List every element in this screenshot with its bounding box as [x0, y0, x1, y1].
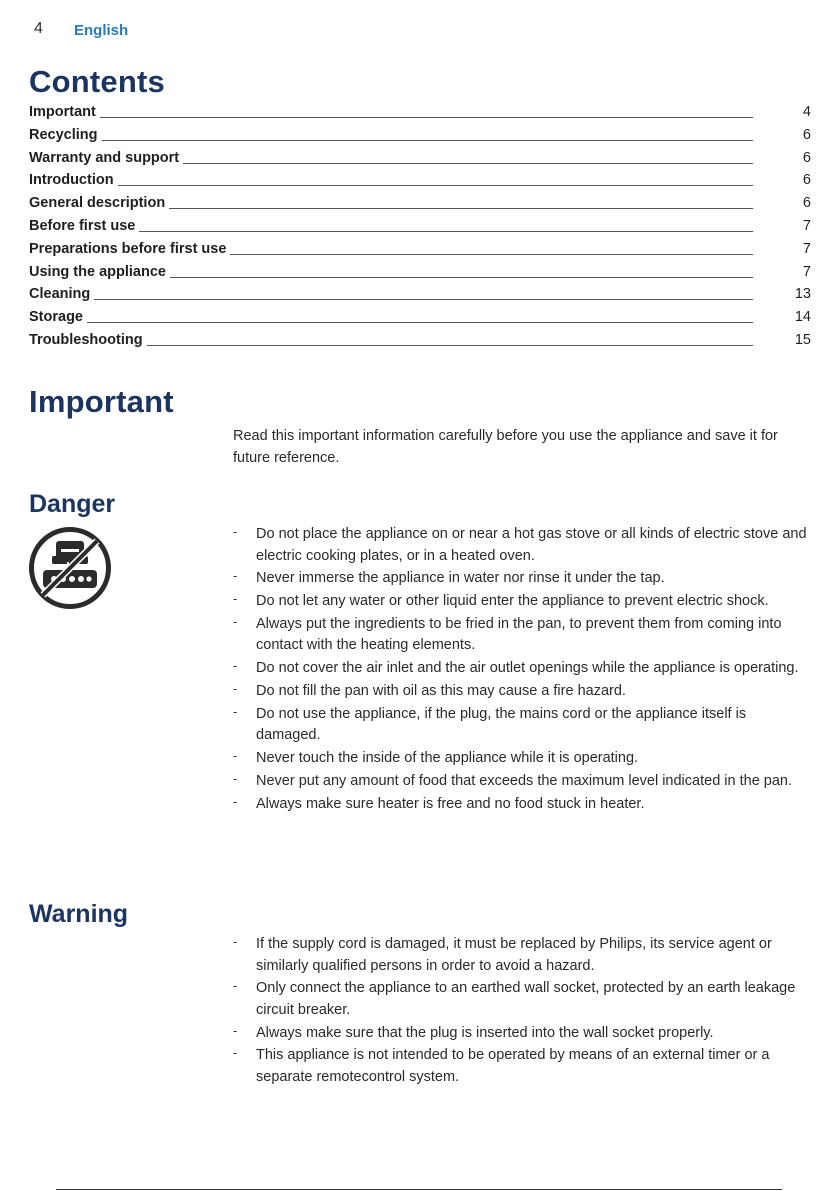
- toc-entry[interactable]: [29, 309, 811, 332]
- danger-item: [233, 658, 813, 680]
- toc-entry[interactable]: [29, 195, 811, 218]
- language-label: English: [74, 22, 129, 39]
- important-intro: Read this important information carefully before you use the appliance and save it for future reference.: [233, 428, 778, 466]
- toc-entry-title: Storage: [29, 309, 83, 326]
- toc-entry[interactable]: [29, 241, 811, 264]
- warning-item-text: Only connect the appliance to an earthed wall socket, protected by an earth leakage circuit breaker.: [256, 980, 796, 1018]
- danger-item: [233, 591, 813, 613]
- bullet-dash: -: [233, 1022, 238, 1038]
- danger-item: [233, 524, 813, 567]
- danger-item: [233, 704, 813, 747]
- page-number: 4: [34, 20, 43, 37]
- danger-list: [233, 524, 813, 816]
- no-heat-surface-icon: [28, 526, 112, 610]
- toc-entry-title: Using the appliance: [29, 263, 166, 280]
- warning-item-text: This appliance is not intended to be operated by means of an external timer or a separate remotecontrol system.: [256, 1047, 770, 1085]
- toc-entry[interactable]: [29, 264, 811, 287]
- danger-item-text: Do not cover the air inlet and the air outlet openings while the appliance is operating.: [256, 660, 799, 677]
- toc-entry-title: Important: [29, 104, 96, 120]
- danger-item-text: Do not let any water or other liquid enter the appliance to prevent electric shock.: [256, 593, 769, 610]
- danger-item: [233, 681, 813, 703]
- warning-item-text: Always make sure that the plug is inserted into the wall socket properly.: [256, 1024, 714, 1041]
- bullet-dash: -: [233, 568, 238, 584]
- warning-item: [233, 1023, 813, 1045]
- toc-leader-line: [147, 345, 753, 346]
- toc-entry[interactable]: [29, 104, 811, 127]
- table-of-contents: [29, 104, 811, 355]
- danger-item: [233, 771, 813, 793]
- toc-leader-line: [170, 277, 753, 278]
- toc-entry-page: 7: [802, 240, 811, 257]
- warning-item: [233, 1045, 813, 1088]
- bullet-dash: -: [233, 703, 238, 719]
- bullet-dash: -: [233, 978, 238, 994]
- danger-item: [233, 614, 813, 657]
- danger-item-text: Do not fill the pan with oil as this may cause a fire hazard.: [256, 682, 626, 699]
- toc-leader-line: [100, 117, 753, 118]
- danger-item: [233, 748, 813, 770]
- toc-entry-title: Introduction: [29, 172, 114, 189]
- toc-entry-title: Recycling: [29, 126, 98, 143]
- bullet-dash: -: [233, 680, 238, 696]
- toc-leader-line: [139, 231, 753, 232]
- toc-entry-page: 7: [802, 217, 811, 234]
- toc-entry[interactable]: [29, 218, 811, 241]
- toc-entry-title: Troubleshooting: [29, 331, 143, 348]
- toc-entry[interactable]: [29, 172, 811, 195]
- toc-leader-line: [102, 140, 754, 141]
- danger-item-text: Do not place the appliance on or near a hot gas stove or all kinds of electric stove and electric cooking plates, or in a heated oven.: [256, 526, 807, 564]
- toc-leader-line: [230, 254, 753, 255]
- toc-entry-page: 6: [802, 149, 811, 166]
- toc-entry-page: 14: [794, 309, 811, 326]
- toc-leader-line: [169, 208, 753, 209]
- toc-entry[interactable]: [29, 127, 811, 150]
- warning-heading: Warning: [29, 900, 129, 928]
- toc-leader-line: [94, 299, 753, 300]
- bullet-dash: -: [233, 748, 238, 764]
- danger-heading: Danger: [29, 490, 116, 518]
- bullet-dash: -: [233, 613, 238, 629]
- toc-entry[interactable]: [29, 150, 811, 173]
- toc-leader-line: [183, 163, 753, 164]
- important-heading: Important: [29, 384, 174, 419]
- warning-item: [233, 978, 813, 1021]
- bullet-dash: -: [233, 770, 238, 786]
- warning-list: [233, 934, 813, 1090]
- toc-entry-title: Cleaning: [29, 286, 91, 303]
- toc-entry-page: 13: [794, 286, 811, 303]
- toc-entry-title: Before first use: [29, 217, 136, 234]
- bullet-dash: -: [233, 524, 238, 539]
- danger-item-text: Always make sure heater is free and no food stuck in heater.: [256, 795, 645, 812]
- warning-item-text: If the supply cord is damaged, it must be replaced by Philips, its service agent or similarly qualified persons in order to avoid a hazard.: [256, 936, 772, 974]
- danger-item-text: Never immerse the appliance in water nor rinse it under the tap.: [256, 570, 665, 587]
- toc-entry-title: Preparations before first use: [29, 240, 227, 257]
- toc-entry-page: 7: [802, 263, 811, 280]
- bullet-dash: -: [233, 658, 238, 674]
- toc-leader-line: [87, 322, 753, 323]
- bullet-dash: -: [233, 591, 238, 607]
- bullet-dash: -: [233, 1045, 238, 1061]
- bullet-dash: -: [233, 934, 238, 949]
- contents-heading: Contents: [29, 64, 165, 99]
- danger-item-text: Do not use the appliance, if the plug, the mains cord or the appliance itself is damaged.: [256, 705, 747, 744]
- toc-entry-page: 6: [802, 195, 811, 212]
- toc-entry-page: 15: [794, 331, 811, 348]
- danger-item-text: Never touch the inside of the appliance while it is operating.: [256, 750, 639, 767]
- bullet-dash: -: [233, 793, 238, 809]
- danger-item: [233, 568, 813, 590]
- toc-entry-page: 6: [802, 172, 811, 189]
- toc-entry[interactable]: [29, 286, 811, 309]
- danger-item-text: Always put the ingredients to be fried in the pan, to prevent them from coming into contact with the heating elements.: [256, 615, 782, 654]
- danger-item: [233, 794, 813, 816]
- toc-leader-line: [118, 185, 753, 186]
- toc-entry[interactable]: [29, 332, 811, 355]
- danger-item-text: Never put any amount of food that exceeds the maximum level indicated in the pan.: [256, 772, 793, 789]
- toc-entry-page: 6: [802, 126, 811, 143]
- toc-entry-page: 4: [802, 104, 811, 120]
- toc-entry-title: Warranty and support: [29, 149, 180, 166]
- warning-item: [233, 934, 813, 977]
- footer-divider: [56, 1189, 782, 1190]
- toc-entry-title: General description: [29, 195, 166, 212]
